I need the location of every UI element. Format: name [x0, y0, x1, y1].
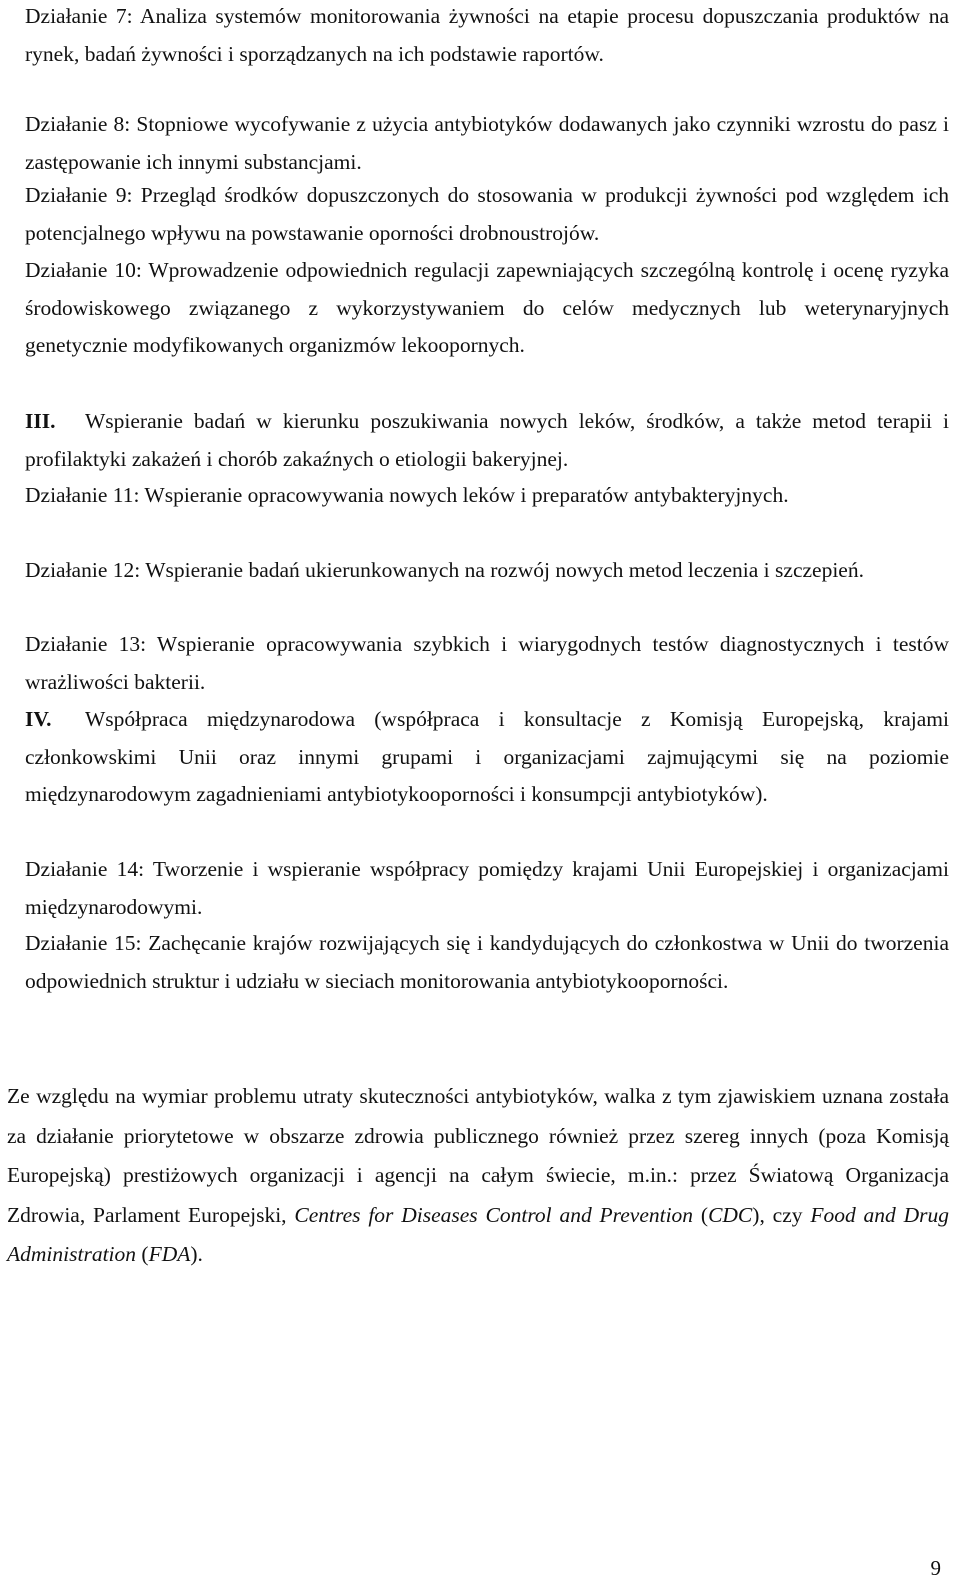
closing-paragraph [7, 1077, 949, 1275]
paragraph-text: Działanie 12: Wspieranie badań ukierunkowanych na rozwój nowych metod leczenia i szczepień. [25, 558, 864, 582]
closing-text-1: Ze względu na wymiar problemu utraty skuteczności antybiotyków, walka z tym zjawiskiem uznana została za działanie priorytetowe w obszarze zdrowia publicznego również przez szereg innych (poza Komisją Europejską) prestiżowych organizacji i agencji na całym świecie, m.in.: przez Światową Organizacja Zdrowia, Parlament Europejski, [7, 1084, 949, 1227]
paragraph-dzialanie-13 [25, 626, 949, 701]
paragraph-text: Działanie 9: Przegląd środków dopuszczonych do stosowania w produkcji żywności pod względem ich potencjalnego wpływu na powstawanie oporności drobnoustrojów. [25, 183, 949, 245]
paragraph-dzialanie-11 [25, 477, 949, 515]
paragraph-text: Działanie 8: Stopniowe wycofywanie z użycia antybiotyków dodawanych jako czynniki wzrostu do pasz i zastępowanie ich innymi substancjami. [25, 112, 949, 174]
paragraph-dzialanie-8 [25, 106, 949, 181]
closing-text-3: ), czy [752, 1202, 811, 1227]
fda-abbreviation: FDA [148, 1242, 191, 1267]
paragraph-text: Działanie 11: Wspieranie opracowywania nowych leków i preparatów antybakteryjnych. [25, 483, 789, 507]
paragraph-dzialanie-9 [25, 177, 949, 252]
section-number: III. [25, 409, 56, 433]
paragraph-dzialanie-14 [25, 851, 949, 926]
closing-text-4: ( [136, 1242, 149, 1267]
paragraph-dzialanie-12 [25, 552, 949, 590]
paragraph-text: Działanie 15: Zachęcanie krajów rozwijających się i kandydujących do członkostwa w Unii do tworzenia odpowiednich struktur i udziału w sieciach monitorowania antybiotykooporności. [25, 931, 949, 993]
paragraph-text: Działanie 10: Wprowadzenie odpowiednich regulacji zapewniających szczególną kontrolę i ocenę ryzyka środowiskowego związanego z wykorzystywaniem do celów medycznych lub weterynaryjnych genetycznie modyfikowanych organizmów lekoopornych. [25, 258, 949, 358]
section-number: IV. [25, 707, 52, 731]
paragraph-dzialanie-10 [25, 252, 949, 365]
section-heading-text: Wspieranie badań w kierunku poszukiwania nowych leków, środków, a także metod terapii i profilaktyki zakażeń i chorób zakaźnych o etiologii bakeryjnej. [25, 409, 949, 471]
paragraph-text: Działanie 14: Tworzenie i wspieranie współpracy pomiędzy krajami Unii Europejskiej i organizacjami międzynarodowymi. [25, 857, 949, 919]
page-number: 9 [930, 1556, 941, 1580]
closing-text-2: ( [693, 1202, 709, 1227]
closing-text-5: ). [190, 1242, 203, 1267]
cdc-abbreviation: CDC [708, 1202, 753, 1227]
paragraph-dzialanie-15 [25, 925, 949, 1000]
cdc-full-name: Centres for Diseases Control and Prevention [294, 1202, 694, 1227]
section-iii [25, 403, 949, 478]
fda-full-name: Food and Drug Administration [7, 1202, 950, 1267]
paragraph-dzialanie-7 [25, 0, 949, 73]
paragraph-text: Działanie 13: Wspieranie opracowywania szybkich i wiarygodnych testów diagnostycznych i testów wrażliwości bakterii. [25, 632, 949, 694]
section-heading-text: Współpraca międzynarodowa (współpraca i konsultacje z Komisją Europejską, krajami członkowskimi Unii oraz innymi grupami i organizacjami zajmującymi się na poziomie międzynarodowym zagadnieniami antybiotykooporności i konsumpcji antybiotyków). [25, 707, 949, 807]
section-iv [25, 701, 949, 814]
paragraph-text: Działanie 7: Analiza systemów monitorowania żywności na etapie procesu dopuszczania produktów na rynek, badań żywności i sporządzanych na ich podstawie raportów. [25, 4, 949, 66]
